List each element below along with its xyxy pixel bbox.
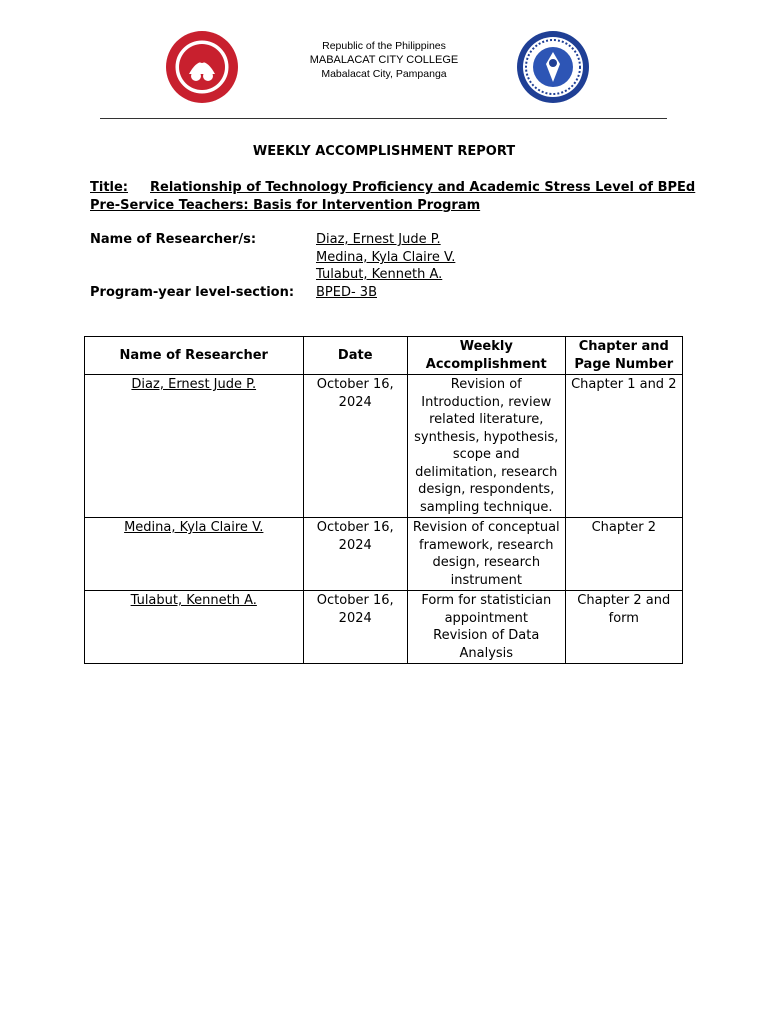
title-line-2: Pre-Service Teachers: Basis for Intervention Program [90,198,481,213]
column-header-date: Date [303,337,407,375]
researcher-cell: Tulabut, Kenneth A. [85,591,304,664]
program-label: Program-year level-section: [90,285,295,300]
accomplishment-line: Revision of Data Analysis [433,628,540,661]
table-row [85,518,683,591]
accomplishment-line: Form for statistician appointment [421,593,552,626]
date-cell: October 16, 2024 [303,375,407,518]
researcher-cell: Medina, Kyla Claire V. [85,518,304,591]
accomplishment-cell [407,591,565,664]
accomplishment-cell: Revision of conceptual framework, research design, research instrument [407,518,565,591]
mabalacat-city-college-seal-icon [165,30,239,104]
researcher-name-2: Medina, Kyla Claire V. [316,250,456,265]
college-department-seal-icon [516,30,590,104]
research-title [90,179,696,215]
school-header [284,39,484,81]
republic-text: Republic of the Philippines [322,40,446,52]
column-header-researcher: Name of Researcher [85,337,304,375]
researchers-label: Name of Researcher/s: [90,232,257,247]
school-location: Mabalacat City, Pampanga [321,68,447,80]
accomplishment-table [84,336,683,664]
title-line-1: Relationship of Technology Proficiency and Academic Stress Level of BPEd [150,180,696,195]
table-header-row [85,337,683,375]
table-row [85,375,683,518]
program-value: BPED- 3B [316,285,377,300]
school-name: MABALACAT CITY COLLEGE [309,54,459,66]
researcher-cell: Diaz, Ernest Jude P. [85,375,304,518]
chapter-cell: Chapter 2 and form [565,591,682,664]
researcher-name-3: Tulabut, Kenneth A. [316,267,443,282]
column-header-accomplishment: Weekly Accomplishment [407,337,565,375]
researcher-name-1: Diaz, Ernest Jude P. [316,232,441,247]
title-label: Title: [90,180,129,195]
chapter-cell: Chapter 1 and 2 [565,375,682,518]
column-header-chapter: Chapter and Page Number [565,337,682,375]
table-row [85,591,683,664]
date-cell: October 16, 2024 [303,518,407,591]
accomplishment-cell: Revision of Introduction, review related literature, synthesis, hypothesis, scope and delimitation, research design, respondents, sampling technique. [407,375,565,518]
header-divider [100,118,667,119]
report-heading: WEEKLY ACCOMPLISHMENT REPORT [252,144,516,159]
date-cell: October 16, 2024 [303,591,407,664]
chapter-cell: Chapter 2 [565,518,682,591]
